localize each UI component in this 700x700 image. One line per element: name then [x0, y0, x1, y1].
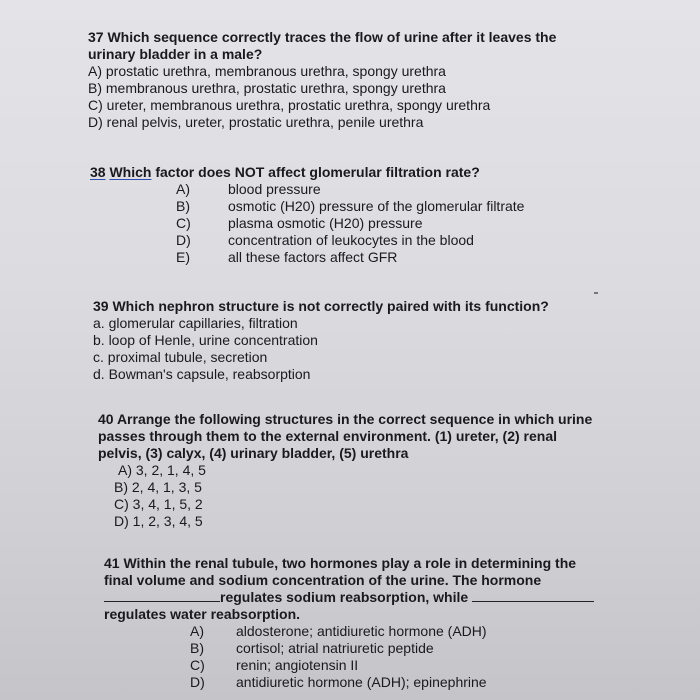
- question-38-stem-rest: factor does NOT affect glomerular filtration rate?: [151, 164, 480, 180]
- question-38-letter-c: C): [176, 215, 191, 231]
- question-41-stem-line-3: [104, 589, 684, 606]
- question-39-option-c: c. proximal tubule, secretion: [93, 349, 268, 365]
- question-39-option-d: d. Bowman's capsule, reabsorption: [93, 366, 311, 382]
- question-38-letter-d: D): [176, 232, 191, 248]
- question-38-options: [176, 181, 650, 266]
- question-38-letter-e: E): [176, 249, 190, 265]
- question-41-option-c: renin; angiotensin II: [236, 657, 359, 673]
- question-38-stem: [90, 164, 650, 181]
- question-37: [88, 29, 688, 131]
- question-41-letter-d: D): [190, 674, 205, 690]
- question-37-option-b: B) membranous urethra, prostatic urethra, spongy urethra: [88, 80, 446, 96]
- question-41-letter-c: C): [190, 657, 205, 673]
- question-38-option-a: blood pressure: [228, 181, 321, 197]
- question-38: [90, 164, 650, 266]
- question-40-stem-line-3: pelvis, (3) calyx, (4) urinary bladder, (5) urethra: [98, 445, 409, 461]
- question-39: [93, 298, 653, 383]
- question-41: [104, 555, 684, 691]
- question-41-stem-line-3-text: regulates sodium reabsorption, while: [220, 589, 469, 605]
- question-39-option-b: b. loop of Henle, urine concentration: [93, 332, 318, 348]
- stray-mark: [594, 292, 598, 294]
- question-38-option-c: plasma osmotic (H20) pressure: [228, 215, 423, 231]
- question-40-option-d: D) 1, 2, 3, 4, 5: [114, 513, 203, 529]
- question-38-option-b: osmotic (H20) pressure of the glomerular filtrate: [228, 198, 525, 214]
- question-37-option-a: A) prostatic urethra, membranous urethra, spongy urethra: [88, 63, 446, 79]
- question-41-stem-line-4: regulates water reabsorption.: [104, 606, 301, 622]
- question-37-option-d: D) renal pelvis, ureter, prostatic urethra, penile urethra: [88, 114, 424, 130]
- question-38-letter-a: A): [176, 181, 190, 197]
- question-37-option-c: C) ureter, membranous urethra, prostatic urethra, spongy urethra: [88, 97, 491, 113]
- question-40-option-c: C) 3, 4, 1, 5, 2: [114, 496, 203, 512]
- question-38-number: 38: [90, 164, 106, 180]
- question-40: [98, 411, 678, 530]
- question-40-stem-line-2: passes through them to the external environment. (1) ureter, (2) renal: [98, 428, 557, 444]
- question-38-letter-b: B): [176, 198, 190, 214]
- question-41-option-b: cortisol; atrial natriuretic peptide: [236, 640, 434, 656]
- question-39-stem: 39 Which nephron structure is not correctly paired with its function?: [93, 298, 549, 314]
- question-41-stem-line-1: 41 Within the renal tubule, two hormones play a role in determining the: [104, 555, 577, 571]
- question-41-options: [190, 623, 684, 691]
- answer-blank-1: [104, 589, 220, 602]
- question-38-option-e: all these factors affect GFR: [228, 249, 398, 265]
- question-38-which: Which: [109, 164, 152, 180]
- answer-blank-2: [472, 589, 594, 602]
- question-40-option-a: A) 3, 2, 1, 4, 5: [118, 462, 206, 478]
- question-40-option-b: B) 2, 4, 1, 3, 5: [114, 479, 202, 495]
- question-37-stem-line-1: 37 Which sequence correctly traces the flow of urine after it leaves the: [88, 29, 557, 45]
- question-41-stem-line-2: final volume and sodium concentration of the urine. The hormone: [104, 572, 542, 588]
- question-41-option-a: aldosterone; antidiuretic hormone (ADH): [236, 623, 487, 639]
- question-39-option-a: a. glomerular capillaries, filtration: [93, 315, 298, 331]
- question-41-letter-b: B): [190, 640, 204, 656]
- question-38-option-d: concentration of leukocytes in the blood: [228, 232, 474, 248]
- question-41-letter-a: A): [190, 623, 204, 639]
- question-40-stem-line-1: 40 Arrange the following structures in the correct sequence in which urine: [98, 411, 593, 427]
- question-41-option-d: antidiuretic hormone (ADH); epinephrine: [236, 674, 487, 690]
- question-37-stem-line-2: urinary bladder in a male?: [88, 46, 263, 62]
